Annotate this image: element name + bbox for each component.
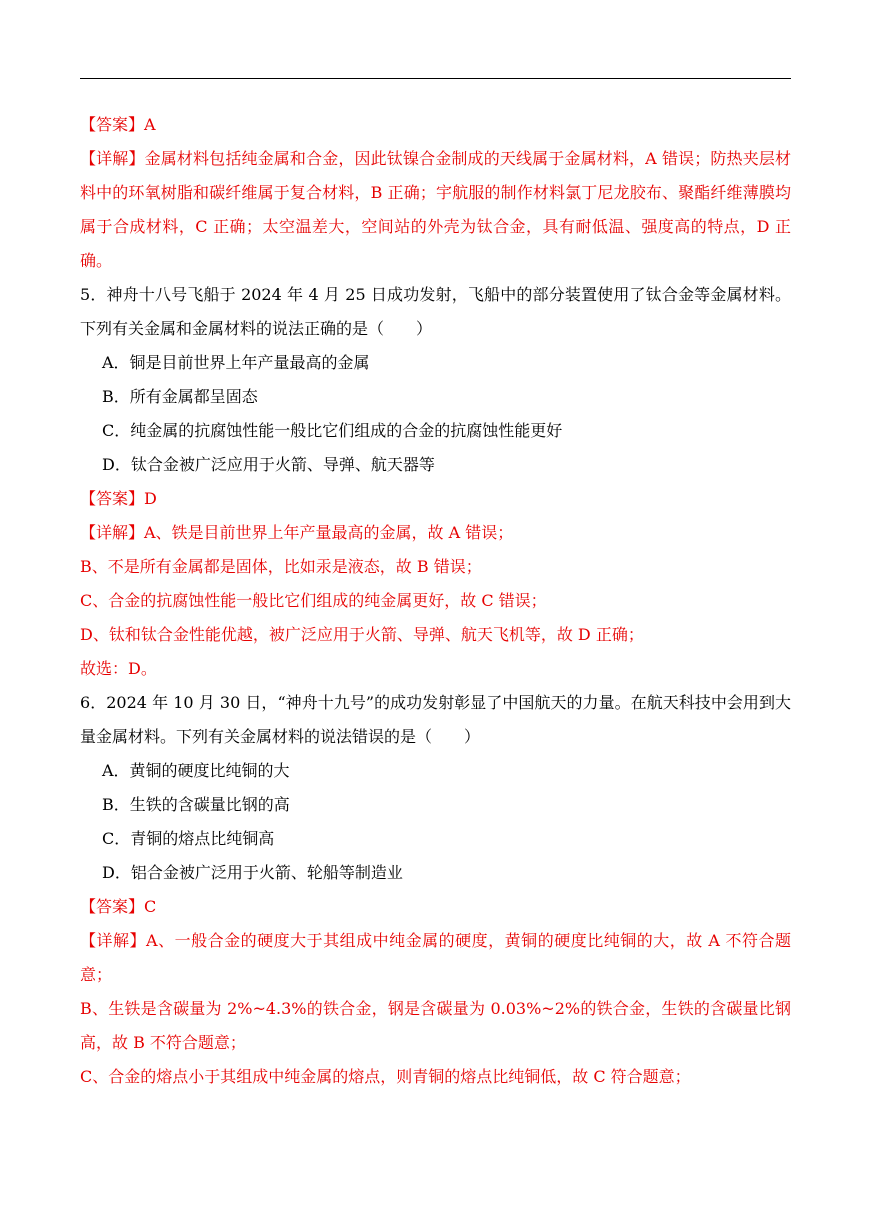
- q6-answer: 【答案】C: [80, 897, 157, 916]
- q5-detail-line: B、不是所有金属都是固体，比如汞是液态，故 B 错误；: [80, 557, 482, 576]
- q6-detail-line: C、合金的熔点小于其组成中纯金属的熔点，则青铜的熔点比纯铜低，故 C 符合题意；: [80, 1067, 691, 1086]
- q5-option-c: C．纯金属的抗腐蚀性能一般比它们组成的合金的抗腐蚀性能更好: [102, 421, 563, 440]
- q4-answer: 【答案】A: [80, 115, 156, 134]
- q6-detail-line: 【详解】A、一般合金的硬度大于其组成中纯金属的硬度，黄铜的硬度比纯铜的大，故 A 不符合题意；: [80, 931, 791, 984]
- document-body: [80, 108, 791, 1094]
- q5-answer: 【答案】D: [80, 489, 157, 508]
- q6-option-a: A．黄铜的硬度比纯铜的大: [102, 761, 290, 780]
- q5-detail-line: C、合金的抗腐蚀性能一般比它们组成的纯金属更好，故 C 错误；: [80, 591, 547, 610]
- q6-option-d: D．铝合金被广泛用于火箭、轮船等制造业: [102, 863, 403, 882]
- q5-detail-line: 【详解】A、铁是目前世界上年产量最高的金属，故 A 错误；: [80, 523, 514, 542]
- q6-option-c: C．青铜的熔点比纯铜高: [102, 829, 275, 848]
- q4-detail: 【详解】金属材料包括纯金属和合金，因此钛镍合金制成的天线属于金属材料，A 错误；防热夹层材料中的环氧树脂和碳纤维属于复合材料，B 正确；宇航服的制作材料氯丁尼龙胶布、聚酯纤维薄膜均属于合成材料，C 正确；太空温差大，空间站的外壳为钛合金，具有耐低温、强度高的特点，D 正确。: [80, 149, 791, 270]
- q5-stem: 5．神舟十八号飞船于 2024 年 4 月 25 日成功发射，飞船中的部分装置使用了钛合金等金属材料。下列有关金属和金属材料的说法正确的是（ ）: [80, 285, 791, 338]
- header-rule: [80, 78, 791, 79]
- q6-stem: 6．2024 年 10 月 30 日，“神舟十九号”的成功发射彰显了中国航天的力量。在航天科技中会用到大量金属材料。下列有关金属材料的说法错误的是（ ）: [80, 693, 791, 746]
- q5-option-a: A．铜是目前世界上年产量最高的金属: [102, 353, 370, 372]
- q6-detail-line: B、生铁是含碳量为 2%~4.3%的铁合金，钢是含碳量为 0.03%~2%的铁合金，生铁的含碳量比钢高，故 B 不符合题意；: [80, 999, 791, 1052]
- q5-option-b: B．所有金属都呈固态: [102, 387, 258, 406]
- q6-option-b: B．生铁的含碳量比钢的高: [102, 795, 290, 814]
- q5-option-d: D．钛合金被广泛应用于火箭、导弹、航天器等: [102, 455, 435, 474]
- q5-detail-line: D、钛和钛合金性能优越，被广泛应用于火箭、导弹、航天飞机等，故 D 正确；: [80, 625, 644, 644]
- q5-conclusion: 故选：D。: [80, 659, 157, 678]
